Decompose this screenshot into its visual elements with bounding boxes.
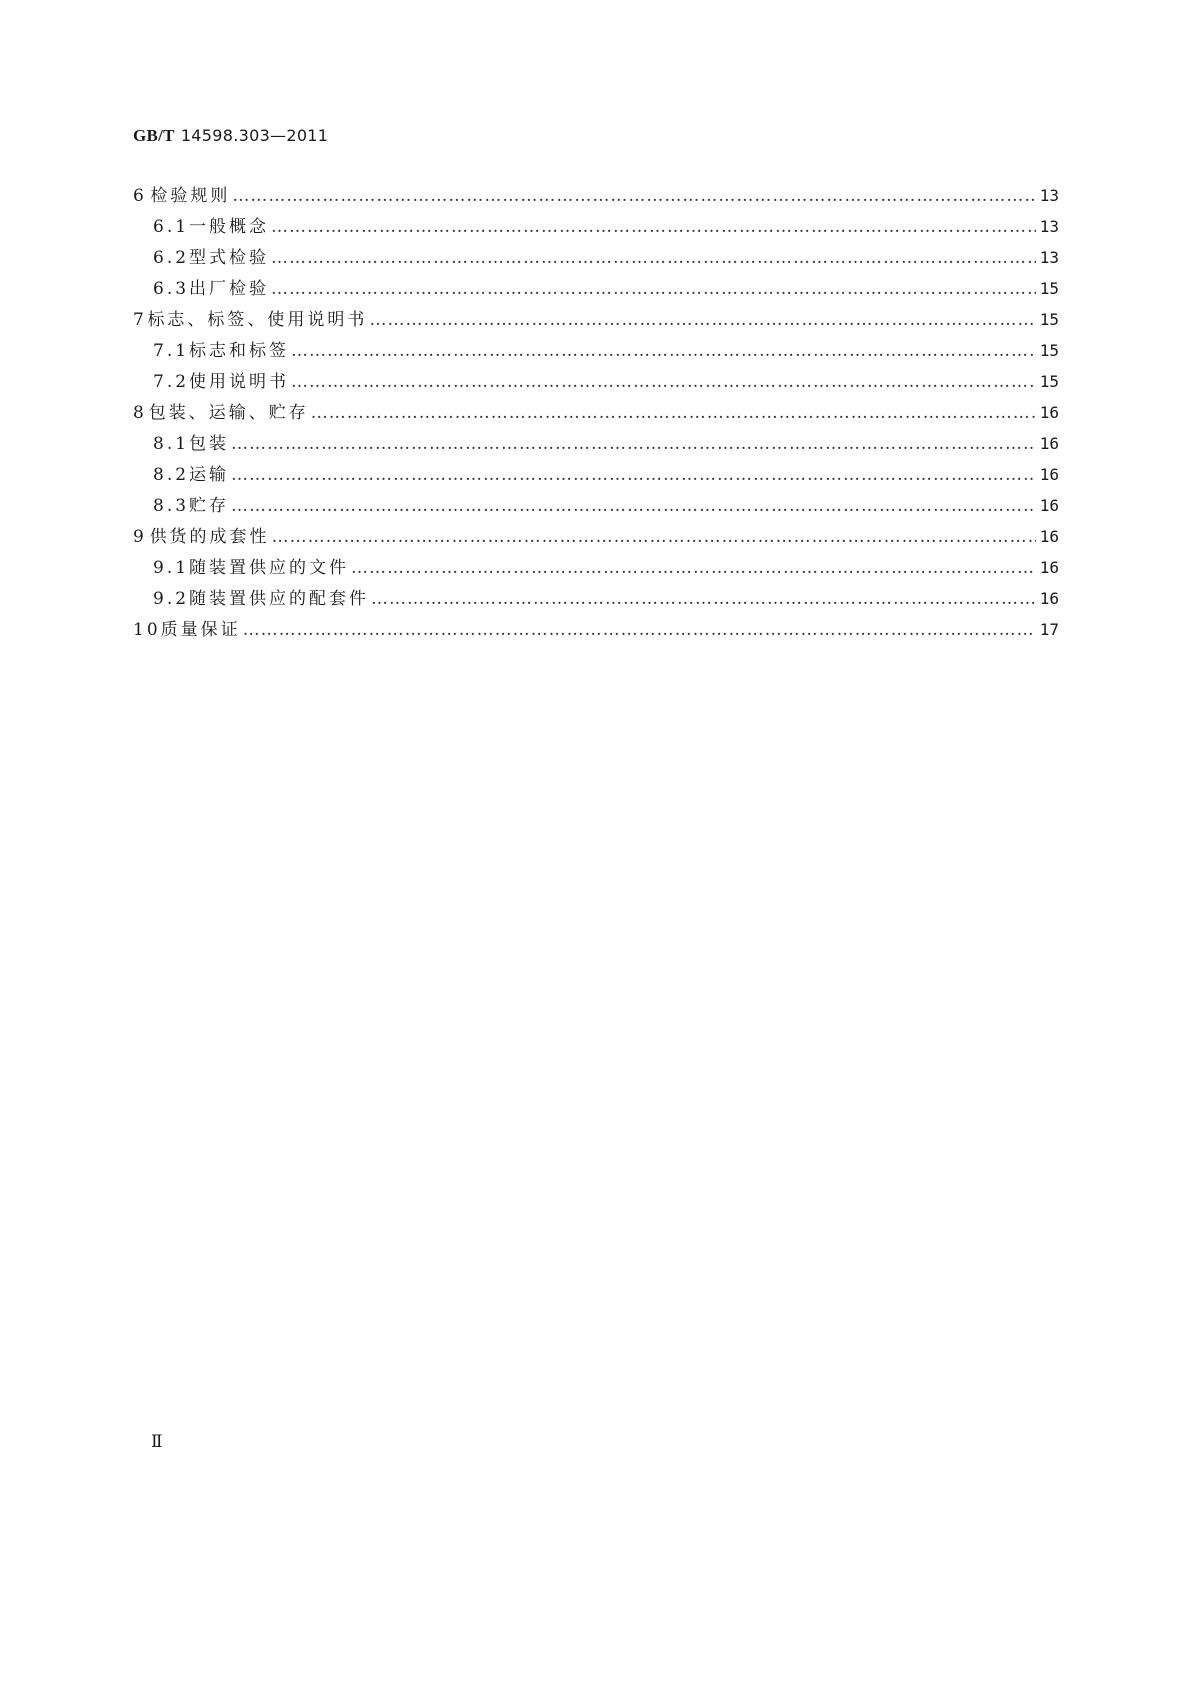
toc-entry-number: 8 (133, 403, 147, 423)
toc-entry-9-2[interactable] (133, 583, 1059, 614)
toc-entry-number: 7 (133, 310, 147, 330)
toc-entry-number: 6.2 (153, 248, 190, 268)
toc-entry-title: 包装、运输、贮存 (148, 403, 309, 423)
toc-entry-number: 6.1 (153, 217, 190, 237)
toc-entry-number: 9 (133, 527, 147, 547)
toc-entry-title: 一般概念 (189, 217, 270, 237)
dot-leader (351, 553, 1036, 584)
toc-entry-number: 6 (133, 186, 147, 206)
toc-entry-number: 6.3 (153, 279, 190, 299)
toc-entry-title: 型式检验 (189, 248, 270, 268)
dot-leader (231, 460, 1036, 491)
toc-entry-title: 出厂检验 (189, 279, 270, 299)
toc-entry-title: 供货的成套性 (149, 527, 270, 547)
toc-entry-title: 随装置供应的文件 (189, 558, 350, 578)
toc-entry-title: 检验规则 (150, 186, 231, 206)
dot-leader (369, 305, 1035, 336)
toc-entry-title: 标志和标签 (189, 341, 290, 361)
toc-entry-6-2[interactable] (133, 242, 1059, 273)
document-header (133, 126, 328, 146)
toc-entry-page: 15 (1039, 310, 1059, 329)
toc-entry-page: 16 (1039, 434, 1059, 453)
toc-entry-number: 7.2 (153, 372, 190, 392)
toc-entry-9[interactable] (133, 521, 1059, 552)
toc-entry-page: 13 (1039, 217, 1059, 236)
toc-entry-page: 16 (1039, 496, 1059, 515)
toc-entry-10[interactable] (133, 614, 1059, 645)
dot-leader (232, 181, 1035, 212)
toc-entry-title: 标志、标签、使用说明书 (147, 310, 368, 330)
dot-leader (371, 584, 1036, 615)
dot-leader (243, 615, 1036, 646)
dot-leader (311, 398, 1036, 429)
toc-entry-title: 质量保证 (160, 620, 241, 640)
dot-leader (271, 274, 1036, 305)
toc-entry-page: 17 (1039, 620, 1059, 639)
toc-entry-title: 使用说明书 (189, 372, 290, 392)
dot-leader (272, 522, 1036, 553)
toc-entry-page: 15 (1039, 341, 1059, 360)
dot-leader (231, 429, 1036, 460)
toc-entry-page: 16 (1039, 589, 1059, 608)
toc-entry-title: 随装置供应的配套件 (189, 589, 370, 609)
table-of-contents (133, 180, 1059, 645)
toc-entry-page: 16 (1039, 558, 1059, 577)
dot-leader (291, 367, 1036, 398)
toc-entry-8-3[interactable] (133, 490, 1059, 521)
toc-entry-page: 13 (1039, 248, 1059, 267)
toc-entry-8[interactable] (133, 397, 1059, 428)
toc-entry-8-2[interactable] (133, 459, 1059, 490)
toc-entry-7[interactable] (133, 304, 1059, 335)
dot-leader (231, 491, 1036, 522)
toc-entry-number: 8.3 (153, 496, 190, 516)
toc-entry-page: 16 (1039, 403, 1059, 422)
toc-entry-7-2[interactable] (133, 366, 1059, 397)
toc-entry-8-1[interactable] (133, 428, 1059, 459)
toc-entry-number: 10 (133, 620, 161, 640)
toc-entry-number: 7.1 (153, 341, 190, 361)
dot-leader (271, 212, 1036, 243)
toc-entry-9-1[interactable] (133, 552, 1059, 583)
dot-leader (291, 336, 1036, 367)
toc-entry-page: 16 (1039, 465, 1059, 484)
toc-entry-6-1[interactable] (133, 211, 1059, 242)
toc-entry-number: 8.2 (153, 465, 190, 485)
toc-entry-6-3[interactable] (133, 273, 1059, 304)
toc-entry-6[interactable] (133, 180, 1059, 211)
page-number: Ⅱ (151, 1432, 163, 1451)
standard-code: GB/T (133, 126, 175, 145)
toc-entry-number: 9.2 (153, 589, 190, 609)
toc-entry-page: 13 (1039, 186, 1059, 205)
toc-entry-7-1[interactable] (133, 335, 1059, 366)
toc-entry-title: 运输 (189, 465, 230, 485)
toc-entry-page: 16 (1039, 527, 1059, 546)
toc-entry-page: 15 (1039, 279, 1059, 298)
toc-entry-page: 15 (1039, 372, 1059, 391)
toc-entry-number: 9.1 (153, 558, 190, 578)
toc-entry-title: 包装 (189, 434, 230, 454)
dot-leader (271, 243, 1036, 274)
toc-entry-title: 贮存 (189, 496, 230, 516)
standard-number: 14598.303—2011 (180, 126, 329, 145)
toc-entry-number: 8.1 (153, 434, 190, 454)
